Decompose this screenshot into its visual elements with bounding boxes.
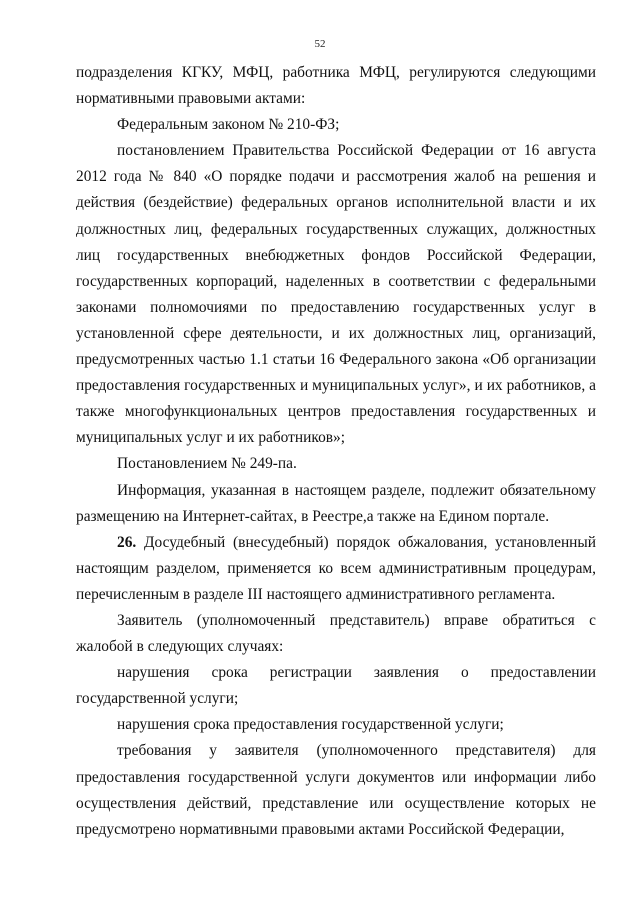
paragraph-26-text: Досудебный (внесудебный) порядок обжалования, установленный настоящим разделом, применяется ко всем административным процедурам, перечисленным в разделе III настоящего административного регламента. [76, 533, 596, 603]
paragraph-26 [76, 530, 596, 608]
paragraph-information: Информация, указанная в настоящем разделе, подлежит обязательному размещению на Интернет-сайтах, в Реестре,а также на Едином портале. [76, 481, 596, 525]
document-body [76, 60, 596, 843]
page-number: 52 [314, 38, 326, 50]
paragraph-case-registration: нарушения срока регистрации заявления о предоставлении государственной услуги; [76, 664, 596, 708]
paragraph-intro: подразделения КГКУ, МФЦ, работника МФЦ, регулируются следующими нормативными правовыми актами: [76, 64, 596, 108]
paragraph-case-deadline: нарушения срока предоставления государственной услуги; [117, 716, 504, 734]
paragraph-applicant: Заявитель (уполномоченный представитель) вправе обратиться с жалобой в следующих случаях: [76, 611, 596, 656]
paragraph-decree-249: Постановлением № 249-па. [117, 455, 297, 473]
section-number: 26. [117, 533, 137, 551]
paragraph-case-documents: требования у заявителя (уполномоченного представителя) для предоставления государственной услуги документов или информации либо осуществления действий, представление или осуществление которых не предусмотрено нормативными правовыми актами Российской Федерации, [76, 742, 596, 838]
paragraph-decree-840: постановлением Правительства Российской Федерации от 16 августа 2012 года № 840 «О порядке подачи и рассмотрения жалоб на решения и действия (бездействие) федеральных органов исполнительной власти и их должностных лиц, федеральных государственных служащих, должностных лиц государственных внебюджетных фондов Российской Федерации, государственных корпораций, наделенных в соответствии с федеральными законами полномочиями по предоставлению государственных услуг в установленной сфере деятельности, и их должностных лиц, организаций, предусмотренных частью 1.1 статьи 16 Федерального закона «Об организации предоставления государственных и муниципальных услуг», и их работников, а также многофункциональных центров предоставления государственных и муниципальных услуг и их работников»; [76, 142, 596, 447]
paragraph-law-210: Федеральным законом № 210-ФЗ; [117, 116, 340, 134]
